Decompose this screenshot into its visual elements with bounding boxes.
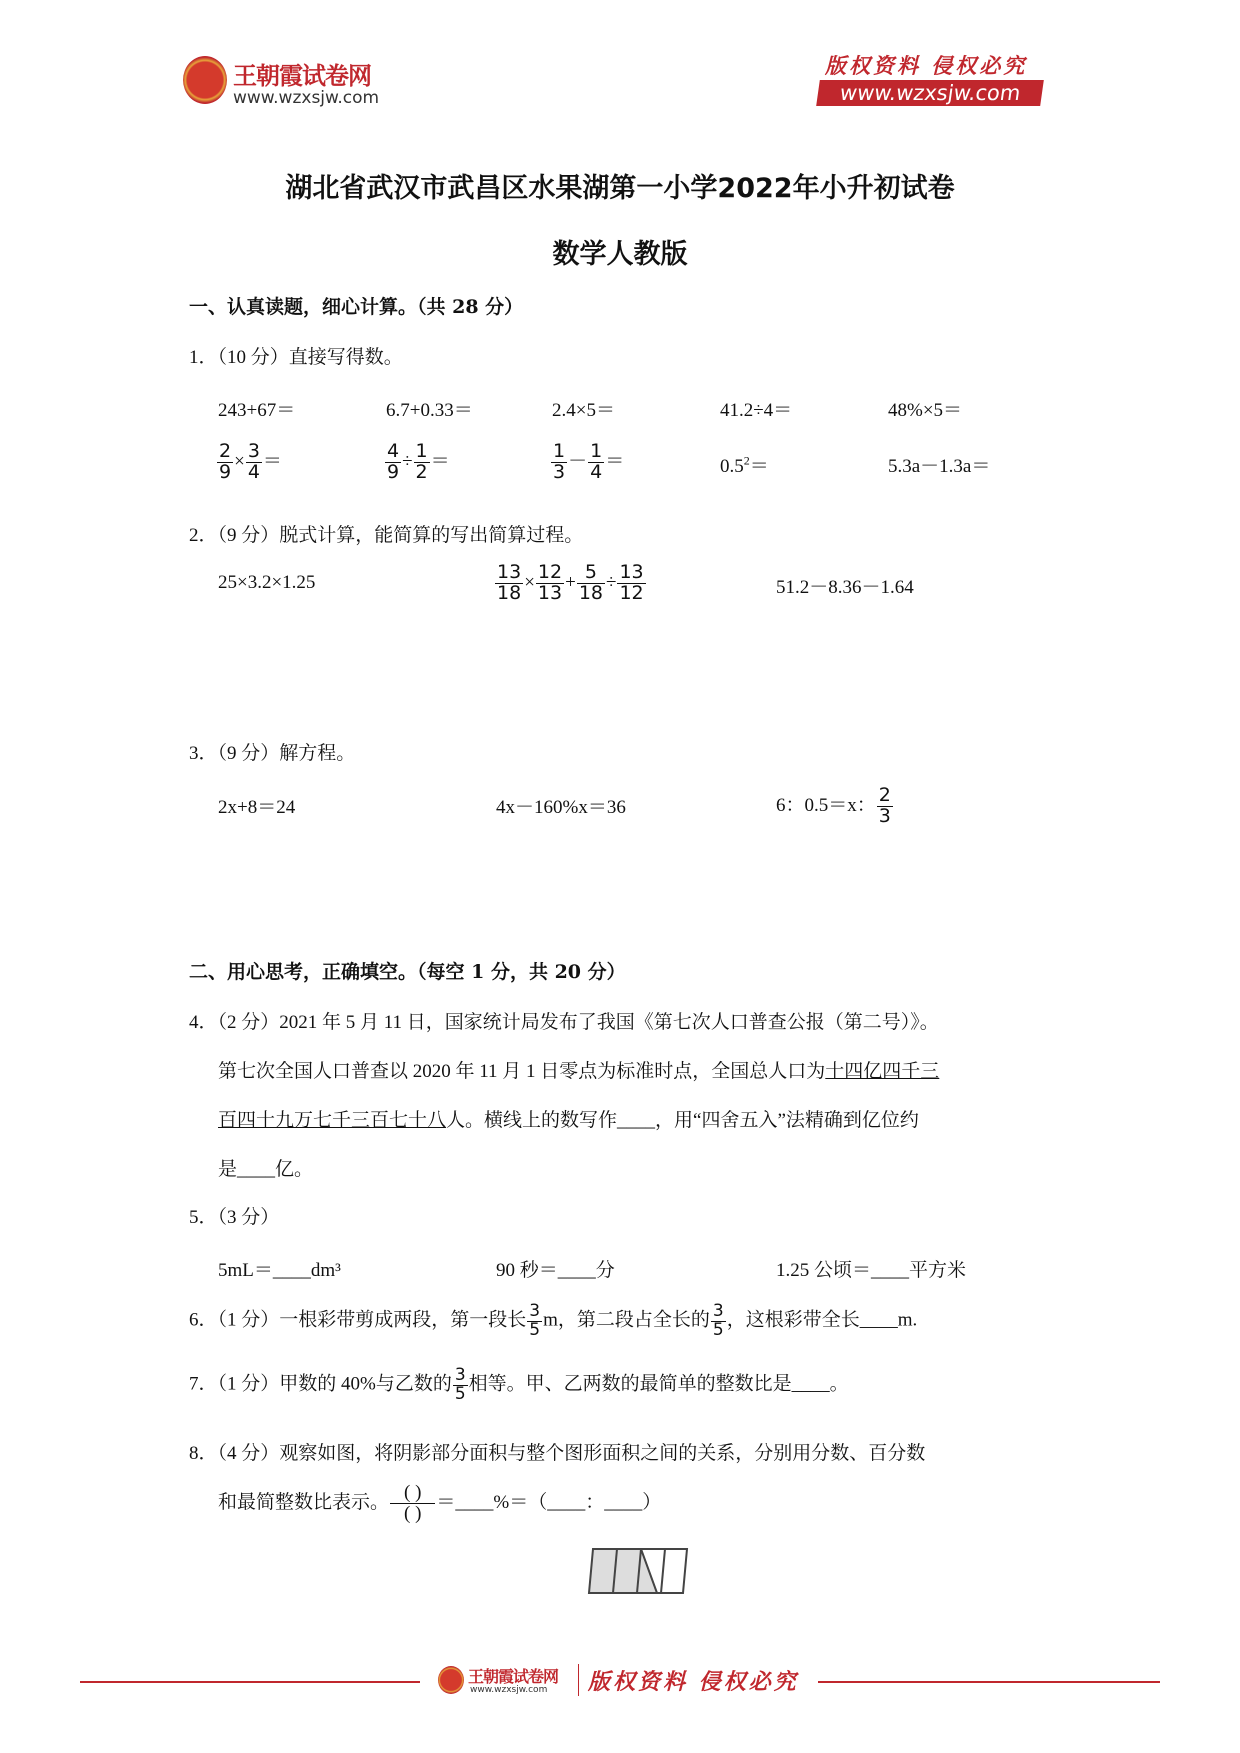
q5-item: 5mL＝____dm³ [218,1260,341,1281]
q1-item: 48%×5＝ [888,400,963,421]
q3-equation: 4x－160%x＝36 [496,797,626,818]
q1-item: 2.4×5＝ [552,400,615,421]
q1-power-expr: $0.5^2=$ [720,453,769,477]
q3-label: 3．（9 分）解方程。 [189,743,356,764]
q2-expr: 51.2－8.36－1.64 [776,577,914,598]
page-title: 湖北省武汉市武昌区水果湖第一小学2022年小升初试卷 [285,173,955,204]
q2-fraction-expr: $\frac{13}{18}$ × $\frac{12}{13}$ + $\frac{5}{18}$ ÷ $\frac{13}{12}$ [497,561,644,604]
footer-logo-url[interactable]: www.wzxsjw.com [470,1685,548,1695]
q1-item: 243+67＝ [218,400,296,421]
q4-line: 4．（2 分）2021 年 5 月 11 日，国家统计局发布了我国《第七次人口普查公报（第二号）》。 [189,1012,939,1033]
q1-fraction-expr: $\frac{2}{9}$ × $\frac{3}{4}$ ＝ [219,440,282,483]
q4-line: 是____亿。 [218,1159,314,1180]
q1-fraction-expr: $\frac{4}{9}$ ÷ $\frac{1}{2}$ ＝ [387,440,450,483]
section-2-heading: 二、用心思考，正确填空。（每空 1 分，共 20 分） [189,961,626,983]
q4-line: 百四十九万七千三百七十八人。横线上的数写作____，用“四舍五入”法精确到亿位约 [218,1110,919,1131]
q1-item: 5.3a－1.3a＝ [888,456,991,477]
footer-divider [818,1681,1160,1683]
copyright-notice: 版权资料 侵权必究 [825,53,1028,78]
q3-equation: 6：0.5＝x： $\frac{2}{3}$ [776,784,891,827]
q4-line: 第七次全国人口普查以 2020 年 11 月 1 日零点为标准时点，全国总人口为十四亿四千三 [218,1061,940,1082]
q1-label: 1．（10 分）直接写得数。 [189,347,403,368]
q7-line: 7．（1 分）甲数的 40%与乙数的 $\frac{3}{5}$ 相等。甲、乙两数的最简单的整数比是____。 [189,1365,849,1404]
logo-seal-icon [183,56,227,104]
q8-line: 和最简整数比表示。 $\frac{( )}{( )}$ ＝____%＝（____：____） [218,1482,662,1524]
q5-label: 5．（3 分） [189,1207,280,1228]
q2-label: 2．（9 分）脱式计算，能简算的写出简算过程。 [189,525,584,546]
q1-item: 41.2÷4＝ [720,400,793,421]
footer-divider [80,1681,420,1683]
footer-logo-icon [438,1666,464,1694]
q1-fraction-expr: $\frac{1}{3}$ － $\frac{1}{4}$ ＝ [553,440,625,483]
q2-expr: 25×3.2×1.25 [218,572,316,593]
shaded-rectangle-figure [585,1543,691,1599]
q5-item: 1.25 公顷＝____平方米 [776,1260,967,1281]
footer-logo-name: 王朝霞试卷网 [468,1667,559,1686]
q6-line: 6．（1 分）一根彩带剪成两段，第一段长 $\frac{3}{5}$ m，第二段占全长的 $\frac{3}{5}$ ，这根彩带全长____m. [189,1301,918,1340]
q3-equation: 2x+8＝24 [218,797,296,818]
url-banner[interactable]: www.wzxsjw.com [816,80,1044,106]
page-subtitle: 数学人教版 [552,239,688,270]
logo-url[interactable]: www.wzxsjw.com [233,88,380,108]
q8-line: 8．（4 分）观察如图，将阴影部分面积与整个图形面积之间的关系，分别用分数、百分数 [189,1443,926,1464]
footer-separator [578,1664,579,1696]
q5-item: 90 秒＝____分 [496,1260,615,1281]
logo-name: 王朝霞试卷网 [233,62,371,90]
q1-item: 6.7+0.33＝ [386,400,473,421]
footer-copyright: 版权资料 侵权必究 [588,1669,799,1695]
section-1-heading: 一、认真读题，细心计算。（共 28 分） [189,296,524,318]
